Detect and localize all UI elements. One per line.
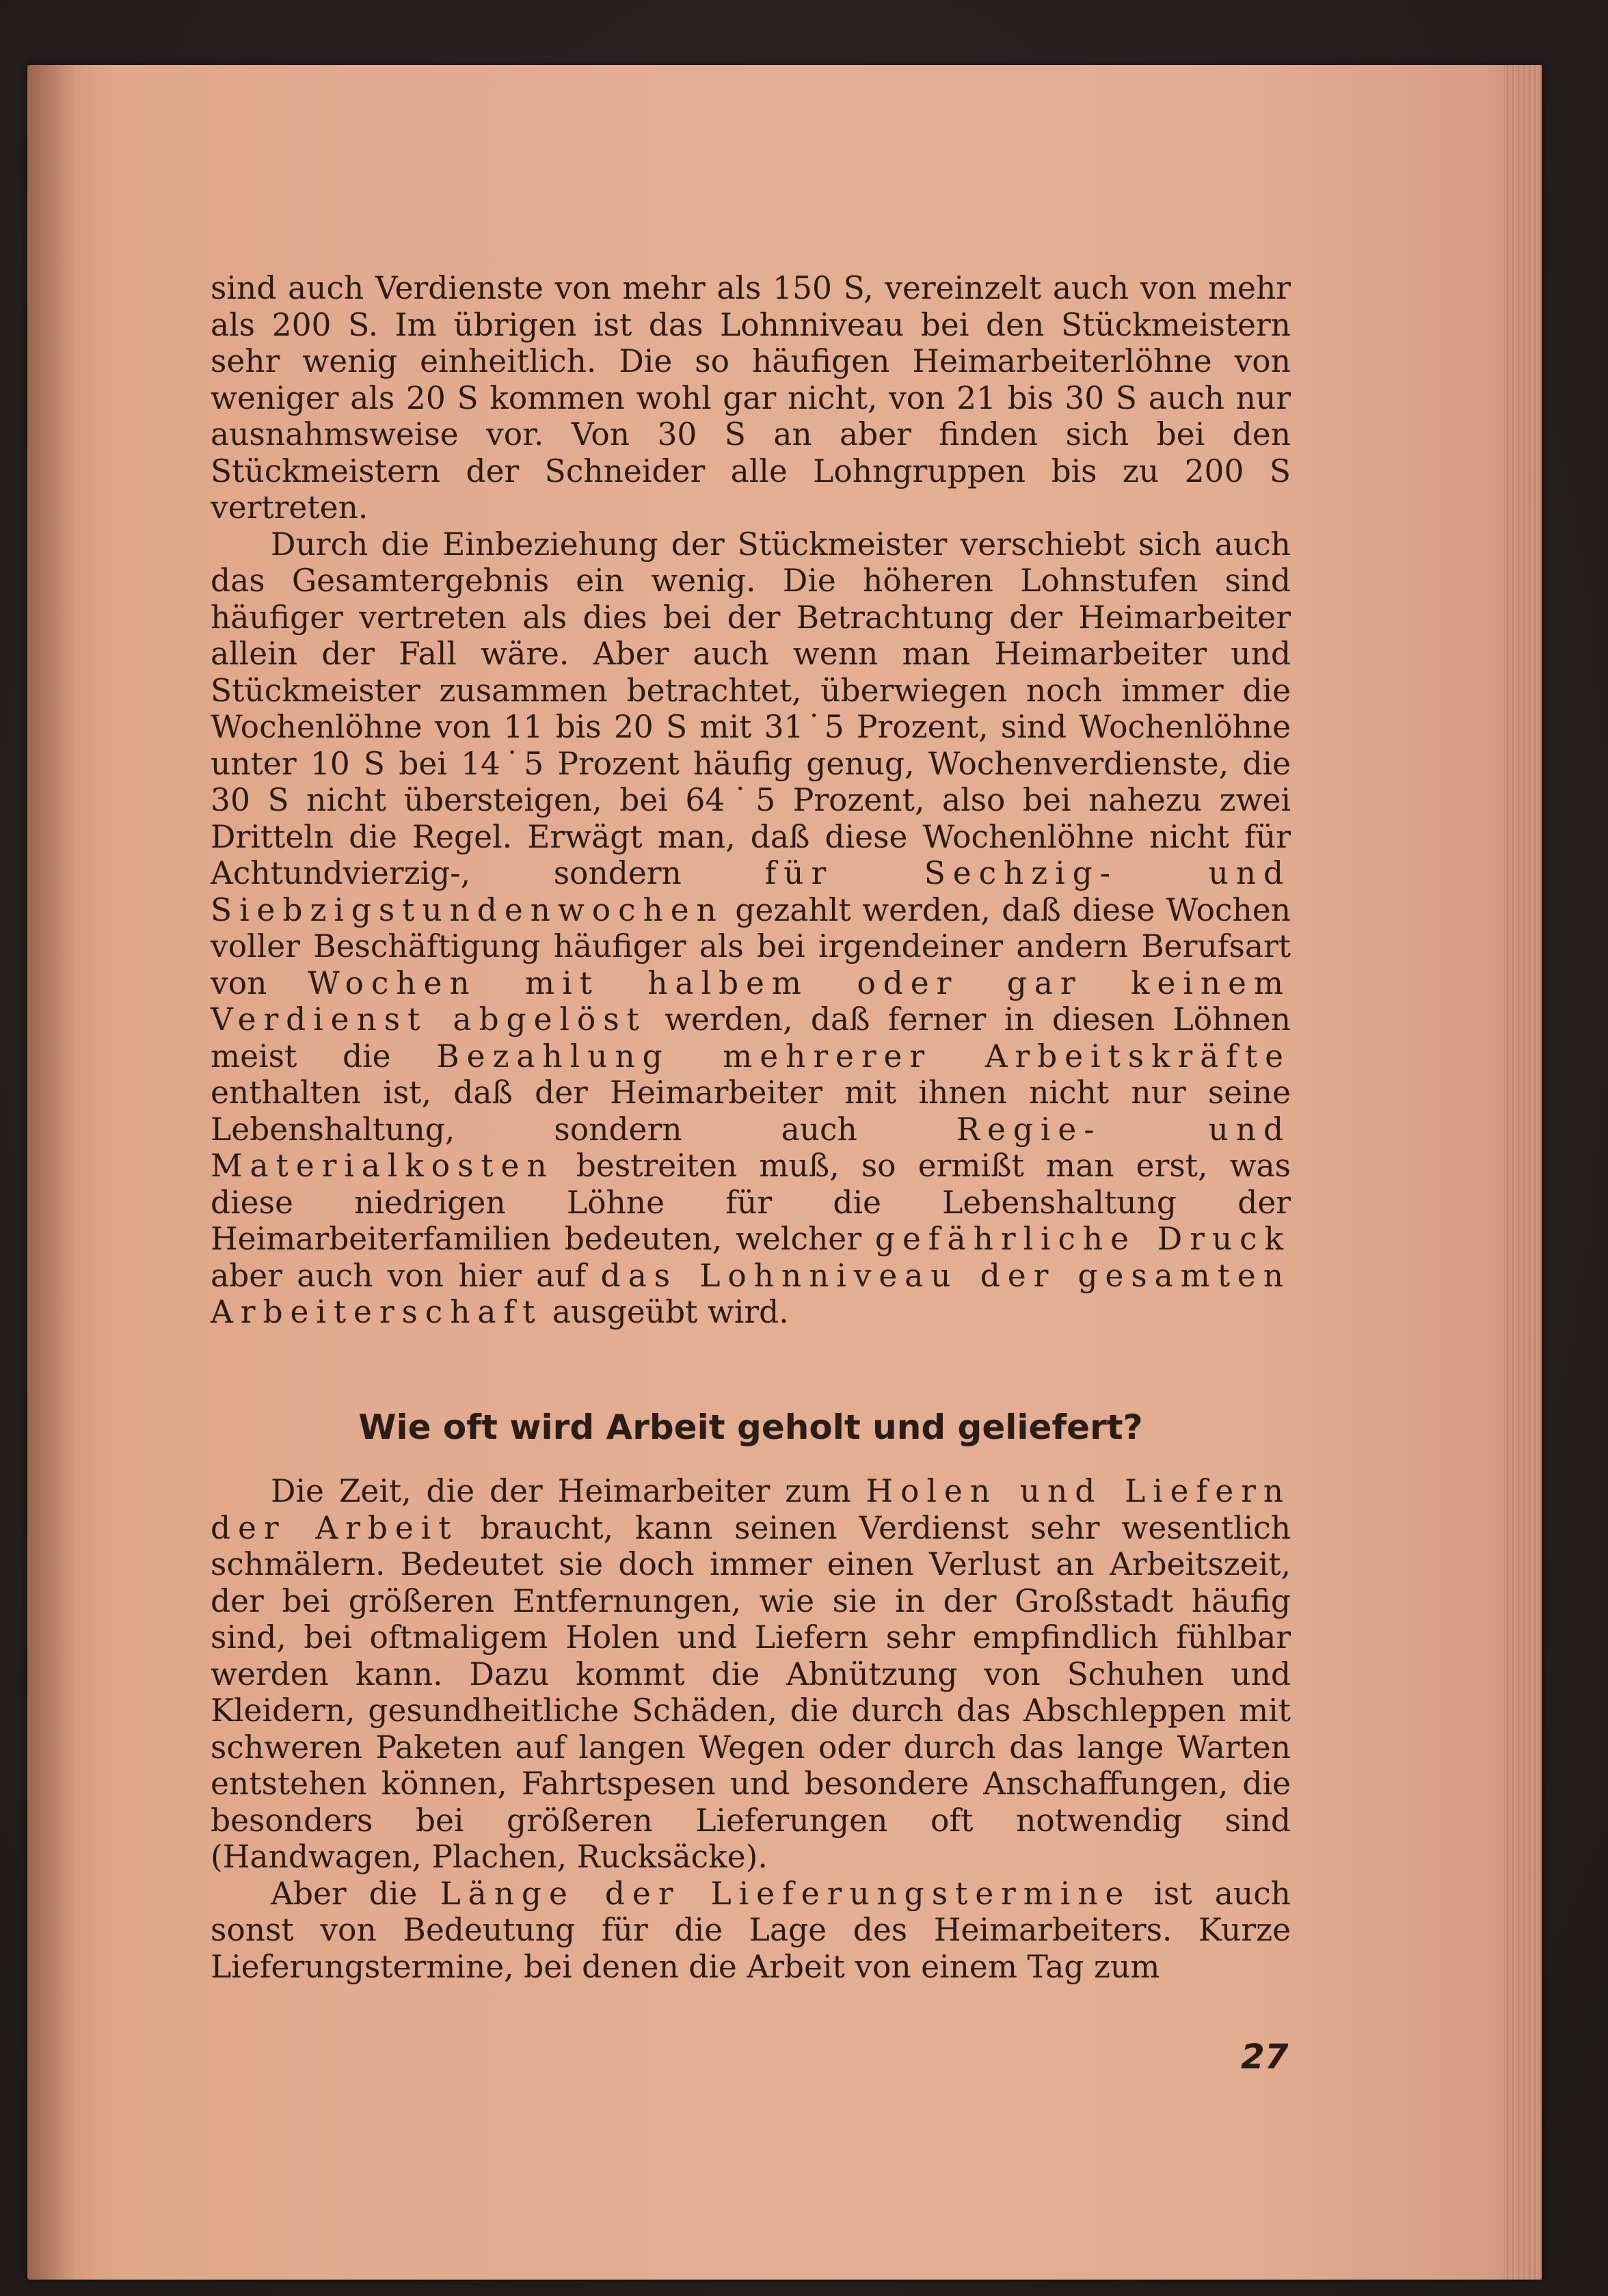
text-run: gezahlt werden, daß diese Wochen voller Beschäftigung häufiger als bei irgendeiner andern Berufsart von	[211, 891, 1291, 1001]
text-run: sind auch Verdienste von mehr als 150 S, vereinzelt auch von mehr als 200 S. Im übrigen ist das Lohnniveau bei den Stückmeistern sehr wenig einheitlich. Die so häufigen Heimarbeiterlöhne von weniger als 20 S kommen wohl gar nicht, von 21 bis 30 S auch nur ausnahmsweise vor. Von 30 S an aber finden sich bei den Stückmeistern der Schneider alle Lohngruppen bis zu 200 S vertreten.	[211, 270, 1291, 526]
text-run: enthalten ist, daß der Heimarbeiter mit ihnen nicht nur seine Lebenshaltung, sondern auch	[211, 1075, 1291, 1148]
text-run: ist auch sonst von Bedeutung für die Lage des Heimarbeiters. Kurze Lieferungstermine, bei denen die Arbeit von einem Tag zum	[211, 1875, 1291, 1985]
text-run: bestreiten muß, so ermißt man erst, was diese niedrigen Löhne für die Lebenshaltung der Heimarbeiterfamilien bedeuten, welcher	[211, 1148, 1291, 1257]
emphasized-text: Holen und Liefern der Arbeit	[211, 1473, 1291, 1546]
spine-shadow	[27, 65, 75, 2280]
text-run: Die Zeit, die der Heimarbeiter zum	[271, 1473, 866, 1509]
paragraph	[211, 270, 1291, 526]
text-run: braucht, kann seinen Verdienst sehr wesentlich schmälern. Bedeutet sie doch immer einen Verlust an Arbeitszeit, der bei größeren Entfernungen, wie sie in der Großstadt häufig sind, bei oftmaligem Holen und Liefern sehr empfindlich fühlbar werden kann. Dazu kommt die Abnützung von Schuhen und Kleidern, gesundheitliche Schäden, die durch das Abschleppen mit schweren Paketen auf langen Wegen oder durch das lange Warten entstehen können, Fahrtspesen und besondere Anschaffungen, die besonders bei größeren Lieferungen oft notwendig sind (Handwagen, Plachen, Rucksäcke).	[211, 1509, 1291, 1875]
text-run: Durch die Einbeziehung der Stückmeister verschiebt sich auch das Gesamtergebnis ein wenig. Die höheren Lohnstufen sind häufiger vertreten als dies bei der Betrachtung der Heimarbeiter allein der Fall wäre. Aber auch wenn man Heimarbeiter und Stückmeister zusammen betrachtet, überwiegen noch immer die Wochenlöhne von 11 bis 20 S mit 31˙5 Prozent, sind Wochenlöhne unter 10 S bei 14˙5 Prozent häufig genug, Wochenverdienste, die 30 S nicht übersteigen, bei 64˙5 Prozent, also bei nahezu zwei Dritteln die Regel. Erwägt man, daß diese Wochenlöhne nicht für Achtundvierzig-, sondern	[211, 526, 1291, 891]
emphasized-text: für Sechzig- und Siebzigstundenwochen	[211, 855, 1291, 928]
emphasized-text: Bezahlung mehrerer Arbeitskräfte	[436, 1038, 1291, 1075]
emphasized-text: Regie- und Materialkosten	[211, 1111, 1291, 1184]
body-text	[211, 270, 1291, 1331]
paragraph	[211, 526, 1291, 1331]
page-number: 27	[1241, 2037, 1289, 2077]
text-run: Aber die	[271, 1875, 440, 1912]
paragraph	[211, 1473, 1291, 1876]
emphasized-text: das Lohnniveau der gesamten Arbeiterschaft	[211, 1257, 1291, 1330]
text-run: werden, daß ferner in diesen Löhnen meist die	[211, 1001, 1291, 1075]
page-edge-stack	[1504, 65, 1542, 2280]
section-body-text	[211, 1473, 1291, 1985]
paragraph	[211, 1876, 1291, 1986]
emphasized-text: gefährliche Druck	[874, 1221, 1291, 1257]
text-run: aber auch von hier auf	[211, 1257, 601, 1294]
emphasized-text: Länge der Lieferungstermine	[440, 1875, 1131, 1912]
section-heading: Wie oft wird Arbeit geholt und geliefert?	[358, 1407, 1143, 1447]
emphasized-text: Wochen mit halbem oder gar keinem Verdienst abgelöst	[211, 964, 1291, 1038]
text-run: ausgeübt wird.	[542, 1294, 789, 1330]
